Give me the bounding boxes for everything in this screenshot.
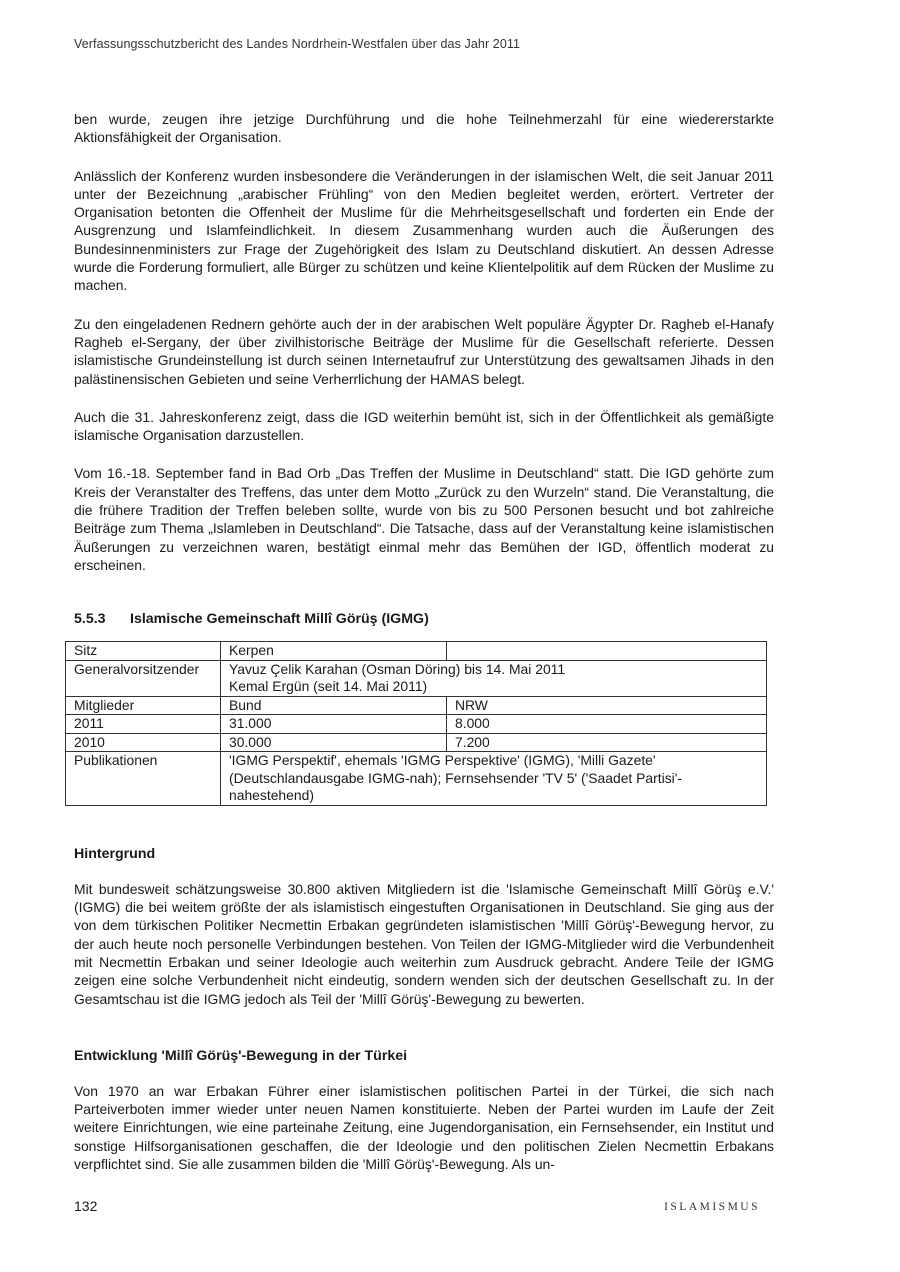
chairman-line: Yavuz Çelik Karahan (Osman Döring) bis 14. Mai 2011 xyxy=(229,660,566,677)
organisation-fact-table xyxy=(65,641,767,806)
running-header: Verfassungsschutzbericht des Landes Nordrhein-Westfalen über das Jahr 2011 xyxy=(74,37,521,51)
table-cell-value: 31.000 xyxy=(221,715,447,734)
paragraph: Zu den eingeladenen Rednern gehörte auch der in der arabischen Welt populäre Ägypter Dr. Ragheb el-Hanafy Ragheb el-Sergany, der über zivilhistorische Beiträge der Muslime für die Gesellschaft referierte. Dessen islamistische Grundeinstellung ist durch seinen Internetaufruf zur Unterstützung des gewaltsamen Jihads in den palästinensischen Gebieten und seine Verherrlichung der HAMAS belegt. xyxy=(74,315,774,387)
table-cell-label: Mitglieder xyxy=(66,696,221,715)
paragraph: Auch die 31. Jahreskonferenz zeigt, dass die IGD weiterhin bemüht ist, sich in der Öffentlichkeit als gemäßigte islamische Organisation darzustellen. xyxy=(74,408,774,444)
table-cell-value xyxy=(221,660,767,696)
paragraph: Anlässlich der Konferenz wurden insbesondere die Veränderungen in der islamischen Welt, die seit Januar 2011 unter der Bezeichnung „arabischer Frühling“ von den Medien begleitet werden, erörtert. Vertreter der Organisation betonten die Offenheit der Muslime für die Mehrheitsgesellschaft und forderten ein Ende der Ausgrenzung und Islamfeindlichkeit. In diesem Zusammenhang wurden auch die Äußerungen des Bundesinnenministers zur Frage der Zugehörigkeit des Islam zu Deutschland diskutiert. An dessen Adresse wurde die Forderung formuliert, alle Bürger zu schützen und keine Klientelpolitik auf dem Rücken der Muslime zu machen. xyxy=(74,167,774,294)
table-cell-value: 'IGMG Perspektif', ehemals 'IGMG Perspektive' (IGMG), 'Milli Gazete' (Deutschlandausgabe IGMG-nah); Fernsehsender 'TV 5' ('Saadet Partisi'-nahestehend) xyxy=(221,752,767,806)
table-cell-value: 7.200 xyxy=(447,733,767,752)
chairman-line: Kemal Ergün (seit 14. Mai 2011) xyxy=(229,678,428,695)
paragraph: ben wurde, zeugen ihre jetzige Durchführung und die hohe Teilnehmerzahl für eine wiedererstarkte Aktionsfähigkeit der Organisation. xyxy=(74,111,774,146)
section-heading xyxy=(74,611,774,627)
paragraph: Mit bundesweit schätzungsweise 30.800 aktiven Mitgliedern ist die 'Islamische Gemeinschaft Millî Görüş e.V.' (IGMG) die bei weitem größte der als islamistisch eingestuften Organisationen in Deutschland. Sie ging aus der von dem türkischen Politiker Necmettin Erbakan gegründeten islamistischen 'Millî Görüş'-Bewegung hervor, zu der auch heute noch personelle Verbindungen bestehen. Von Teilen der IGMG-Mitglieder wird die Verbundenheit mit Necmettin Erbakan und seiner Ideologie auch weiterhin zum Ausdruck gebracht. Andere Teile der IGMG zeigen eine solche Verbundenheit nicht eindeutig, sondern wenden sich der deutschen Gesellschaft zu. In der Gesamtschau ist die IGMG jedoch als Teil der 'Millî Görüş'-Bewegung zu bewerten. xyxy=(74,880,774,1007)
subheading-entwicklung: Entwicklung 'Millî Görüş'-Bewegung in der Türkei xyxy=(74,1047,408,1064)
subheading-hintergrund: Hintergrund xyxy=(74,845,156,862)
paragraph: Von 1970 an war Erbakan Führer einer islamistischen politischen Partei in der Türkei, die sich nach Parteiverboten immer wieder unter neuen Namen konstituierte. Neben der Partei wurden im Laufe der Zeit weitere Einrichtungen, wie eine parteinahe Zeitung, eine Jugendorganisation, ein Fernsehsender, ein Institut und sonstige Hilfsorganisationen geschaffen, die der Ideologie und den politischen Zielen Necmettin Erbakans verpflichtet sind. Sie alle zusammen bilden die 'Millî Görüş'-Bewegung. Als un- xyxy=(74,1082,774,1172)
section-number: 5.5.3 xyxy=(74,611,106,628)
table-row xyxy=(66,733,767,752)
table-cell-label: Publikationen xyxy=(66,752,221,806)
footer-section-label: ISLAMISMUS xyxy=(664,1201,760,1213)
table-row xyxy=(66,660,767,696)
table-row xyxy=(66,752,767,806)
table-cell-label: Sitz xyxy=(66,642,221,661)
page-body xyxy=(74,110,774,1193)
table-cell-value: Kerpen xyxy=(221,642,447,661)
section-title: Islamische Gemeinschaft Millî Görüş (IGMG) xyxy=(130,611,429,628)
table-column-header: NRW xyxy=(447,696,767,715)
table-row xyxy=(66,642,767,661)
table-column-header: Bund xyxy=(221,696,447,715)
table-cell-value: 30.000 xyxy=(221,733,447,752)
table-cell-year: 2011 xyxy=(66,715,221,734)
page-number: 132 xyxy=(74,1198,98,1214)
table-cell-year: 2010 xyxy=(66,733,221,752)
paragraph: Vom 16.-18. September fand in Bad Orb „Das Treffen der Muslime in Deutschland“ statt. Die IGD gehörte zum Kreis der Veranstalter des Treffens, das unter dem Motto „Zurück zu den Wurzeln“ stand. Die Veranstaltung, die die frühere Tradition der Treffen beleben sollte, wurde von bis zu 500 Personen besucht und bot zahlreiche Beiträge zum Thema „Islamleben in Deutschland“. Die Tatsache, dass auf der Veranstaltung keine islamistischen Äußerungen zu verzeichnen waren, bestätigt einmal mehr das Bemühen der IGD, öffentlich moderat zu erscheinen. xyxy=(74,465,774,573)
table-cell-label: Generalvorsitzender xyxy=(66,660,221,696)
table-row xyxy=(66,715,767,734)
table-row xyxy=(66,696,767,715)
table-cell-empty xyxy=(447,642,767,661)
table-cell-value: 8.000 xyxy=(447,715,767,734)
